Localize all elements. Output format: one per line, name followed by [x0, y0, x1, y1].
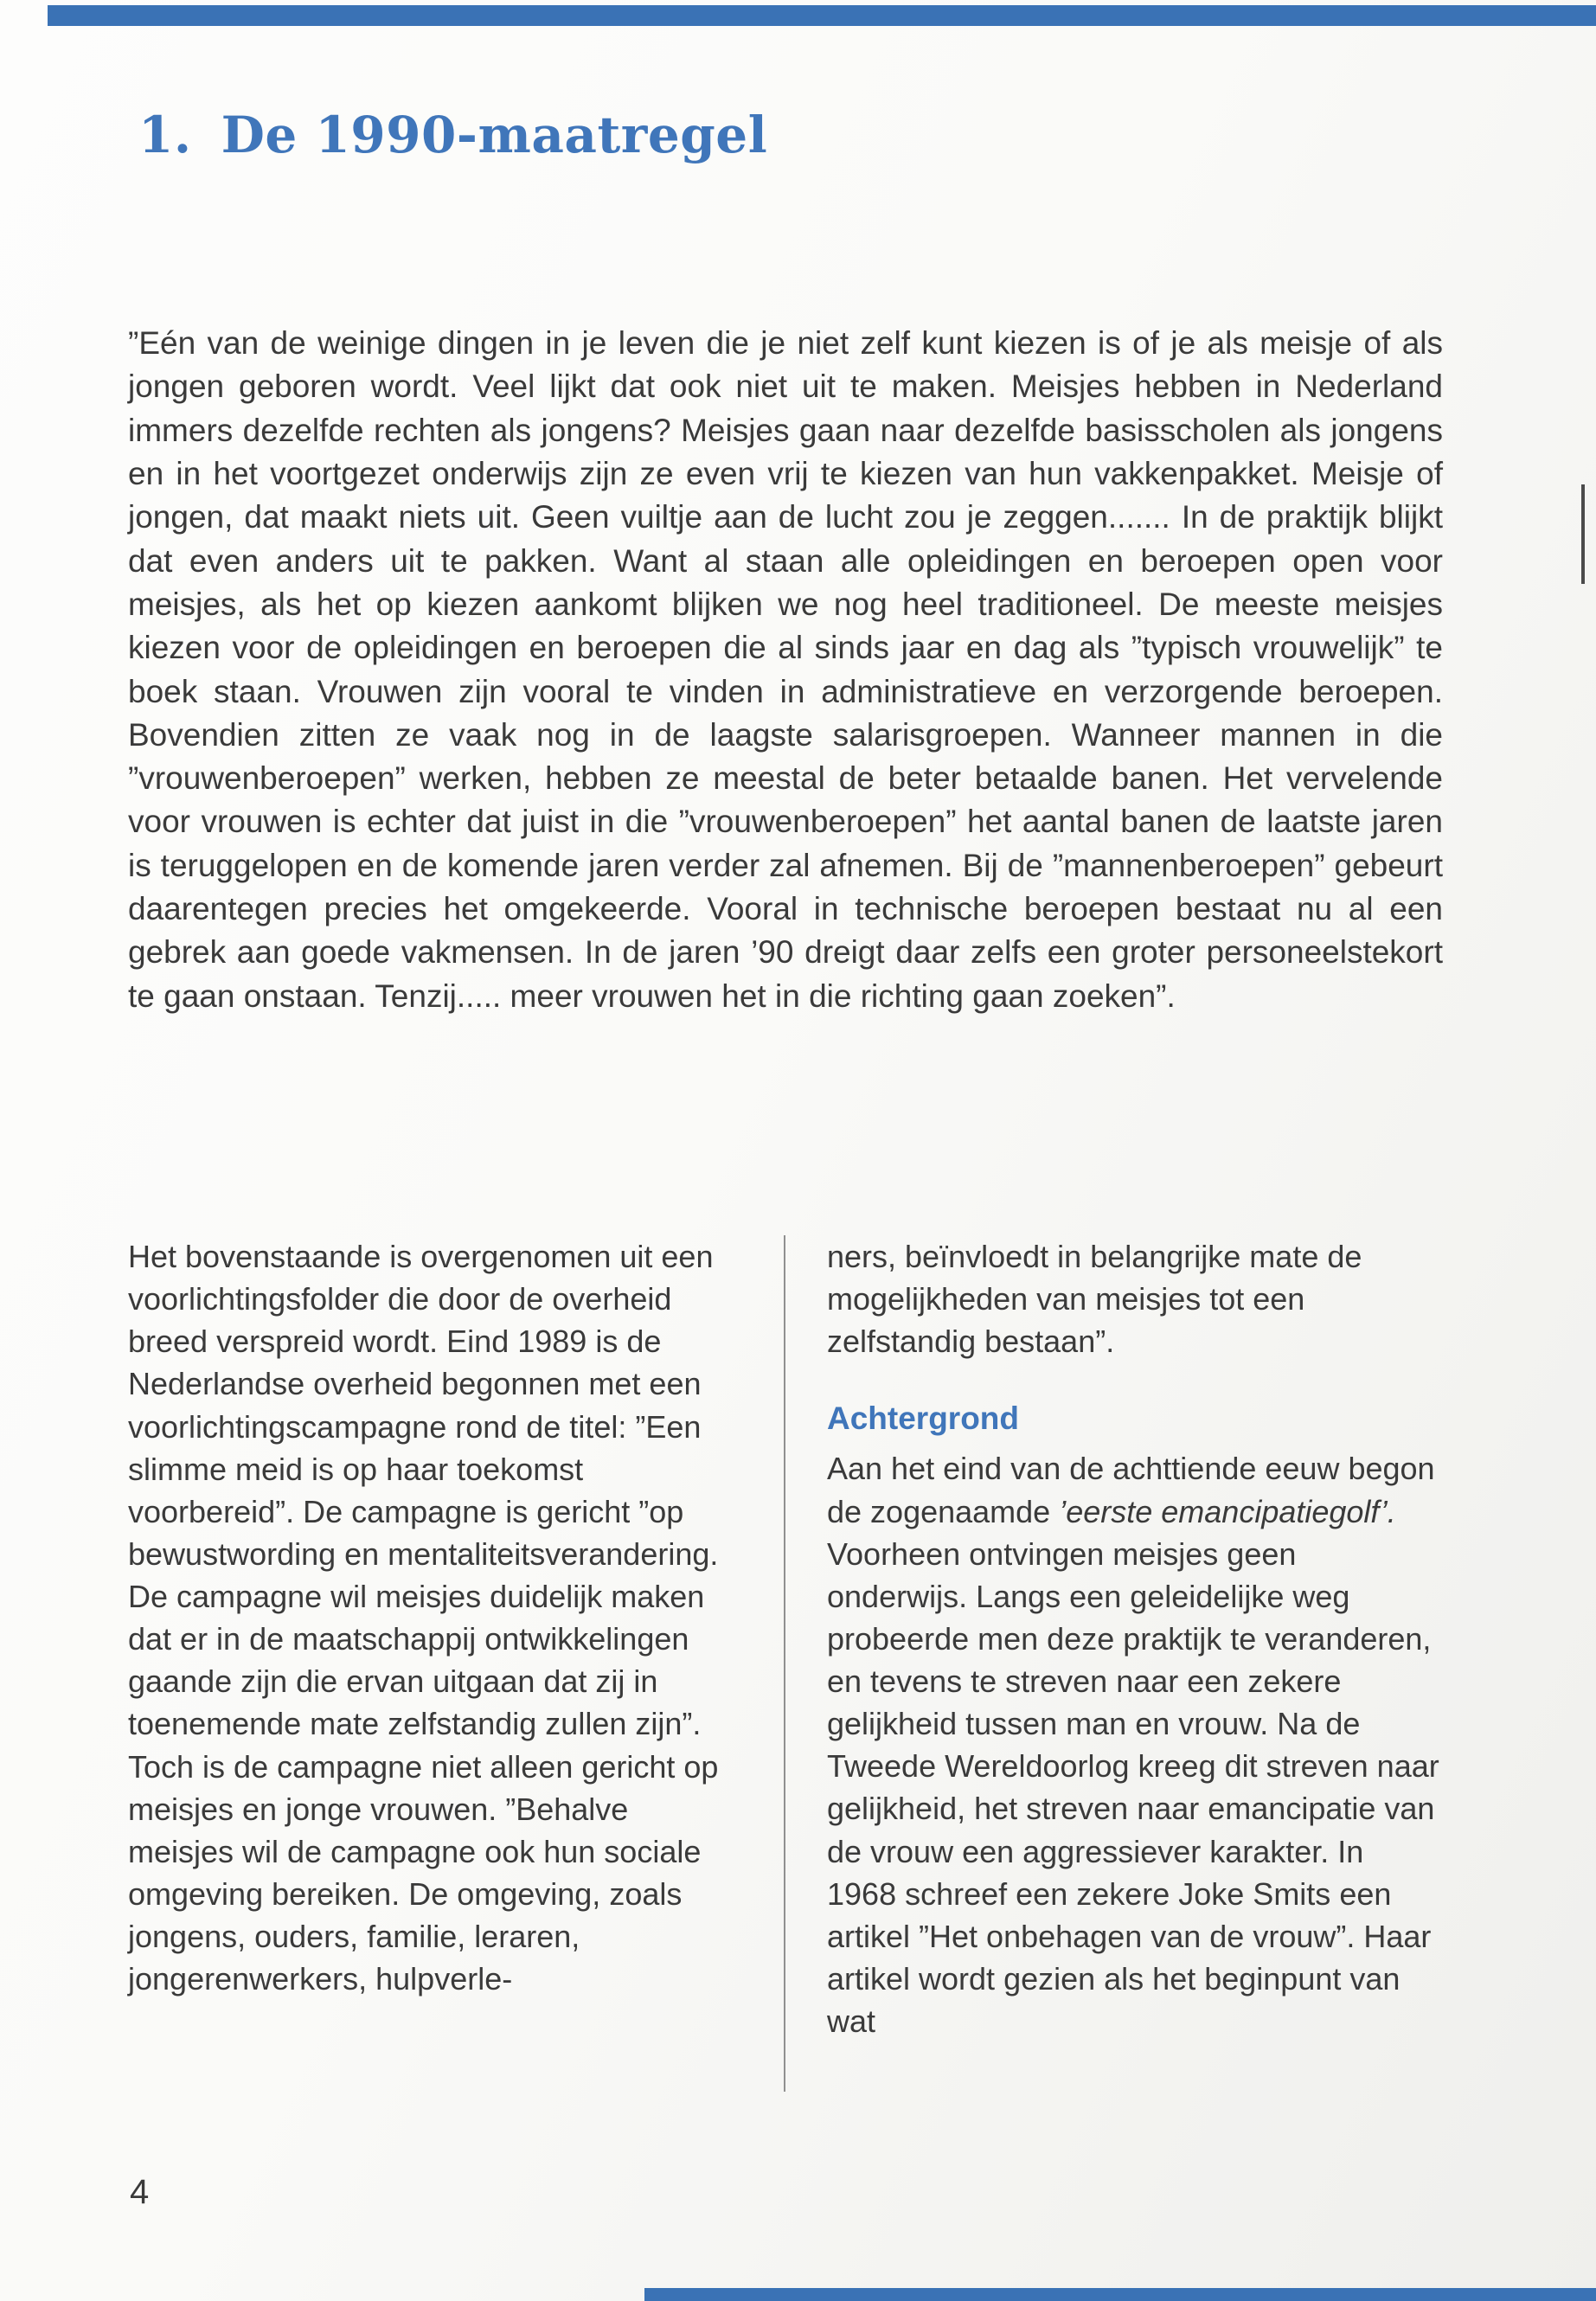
chapter-number: 1.: [138, 106, 192, 164]
intro-paragraph: ”Eén van de weinige dingen in je leven die je niet zelf kunt kiezen is of je als meisje of als jongen geboren wordt. Veel lijkt dat ook niet uit te maken. Meisjes hebben in Nederland immers dezelfde rechten als jongens? Meisjes gaan naar dezelfde basisscholen als jongens en in het voortgezet onderwijs zijn ze even vrij te kiezen van hun vakkenpakket. Meisje of jongen, dat maakt niets uit. Geen vuiltje aan de lucht zou je zeggen....... In de praktijk blijkt dat even anders uit te pakken. Want al staan alle opleidingen en beroepen open voor meisjes, als het op kiezen aankomt blijken we nog heel traditioneel. De meeste meisjes kiezen voor de opleidingen en beroepen die al sinds jaar en dag als ”typisch vrouwelijk” te boek staan. Vrouwen zijn vooral te vinden in administratieve en verzorgende beroepen. Bovendien zitten ze vaak nog in de laagste salarisgroepen. Wanneer mannen in die ”vrouwenberoepen” werken, hebben ze meestal de beter betaalde banen. Het vervelende voor vrouwen is echter dat juist in die ”vrouwenberoepen” het aantal banen de laatste jaren is teruggelopen en de komende jaren verder zal afnemen. Bij de ”mannenberoepen” gebeurt daarentegen precies het omgekeerde. Vooral in technische beroepen bestaat nu al een gebrek aan goede vakmensen. In de jaren ’90 dreigt daar zelfs een groter personeelstekort te gaan onstaan. Tenzij..... meer vrouwen het in die richting gaan zoeken”.: [128, 325, 1443, 1014]
two-column-section: [128, 1235, 1445, 2092]
italic-term: ’eerste emancipatiegolf’.: [1059, 1493, 1396, 1529]
scan-artifact-line: [1581, 484, 1585, 584]
column-divider: [784, 1235, 785, 2092]
left-column-paragraph: Het bovenstaande is overgenomen uit een voorlichtingsfolder die door de overheid breed verspreid wordt. Eind 1989 is de Nederlandse overheid begonnen met een voorlichtingscampagne rond de titel: ”Een slimme meid is op haar toekomst voorbereid”. De campagne is gericht ”op bewustwording en mentaliteitsverandering. De campagne wil meisjes duidelijk maken dat er in de maatschappij ontwikkelingen gaande zijn die ervan uitgaan dat zij in toenemende mate zelfstandig zullen zijn”. Toch is de campagne niet alleen gericht op meisjes en jonge vrouwen. ”Behalve meisjes wil de campagne ook hun sociale omgeving bereiken. De omgeving, zoals jongens, ouders, familie, leraren, jongerenwerkers, hulpverle-: [128, 1239, 719, 1997]
paragraph-text-pre: Aan het eind van de achttiende eeuw begon de zogenaamde: [827, 1451, 1435, 1529]
right-column-paragraph: [827, 1447, 1441, 2042]
right-column: [827, 1235, 1441, 2092]
left-column: [128, 1235, 735, 2092]
page-title: [138, 106, 767, 164]
paragraph-text-post: Voorheen ontvingen meisjes geen onderwijs. Langs een geleidelijke weg probeerde men deze praktijk te veranderen, en tevens te streven naar een zekere gelijkheid tussen man en vrouw. Na de Tweede Wereldoorlog kreeg dit streven naar gelijkheid, het streven naar emancipatie van de vrouw een aggressiever karakter. In 1968 schreef een zekere Joke Smits een artikel ”Het onbehagen van de vrouw”. Haar artikel wordt gezien als het beginpunt van wat: [827, 1535, 1439, 2039]
top-border-bar: [48, 5, 1596, 26]
section-heading-achtergrond: Achtergrond: [827, 1400, 1019, 1437]
right-column-continuation: ners, beïnvloedt in belangrijke mate de mogelijkheden van meisjes tot een zelfstandig bestaan”.: [827, 1239, 1362, 1360]
chapter-title-text: De 1990-maatregel: [221, 106, 768, 164]
page-number: 4: [130, 2173, 150, 2211]
bottom-border-bar: [644, 2288, 1596, 2301]
